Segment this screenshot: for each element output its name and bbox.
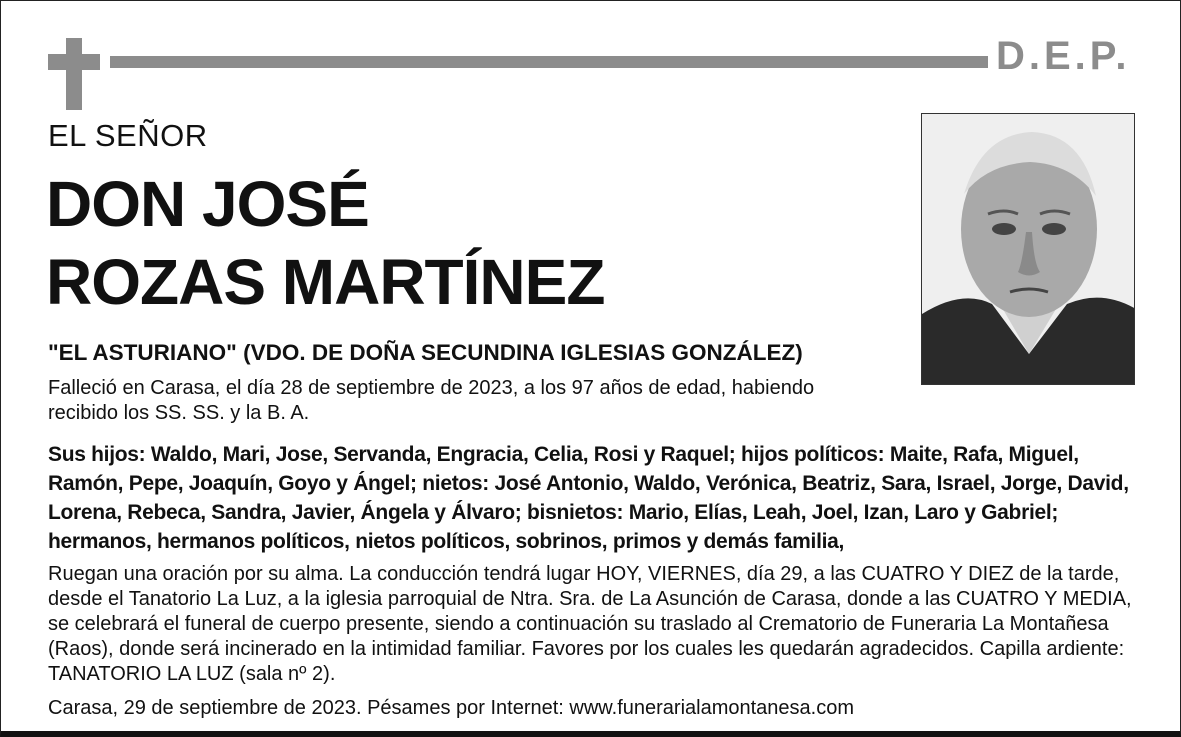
family-list: Sus hijos: Waldo, Mari, Jose, Servanda, Engracia, Celia, Rosi y Raquel; hijos políticos: Maite, Rafa, Miguel, Ramón, Pepe, Joaquín, Goyo y Ángel; nietos: José Antonio, Waldo, Verónica, Beatriz, Sara, Israel, Jorge, David, Lorena, Rebeca, Sandra, Javier, Ángela y Álvaro; bisnietos: Mario, Elías, Leah, Joel, Izan, Laro y Gabriel; hermanos, hermanos políticos, nietos políticos, sobrinos, primos y demás familia,	[48, 443, 1129, 553]
deceased-name-line2: ROZAS MARTÍNEZ	[46, 246, 605, 318]
title: EL SEÑOR	[48, 118, 208, 153]
cross-icon-bar	[48, 54, 100, 70]
header-rule	[110, 56, 988, 68]
dep-label: D.E.P.	[996, 34, 1131, 78]
ceremony-details: Ruegan una oración por su alma. La conducción tendrá lugar HOY, VIERNES, día 29, a las CUATRO Y DIEZ de la tarde, desde el Tanatorio La Luz, a la iglesia parroquial de Ntra. Sra. de La Asunción de Carasa, donde a las CUATRO Y MEDIA, se celebrará el funeral de cuerpo presente, siendo a continuación su traslado al Crematorio de Funeraria La Montañesa (Raos), donde será incinerado en la intimidad familiar. Favores por los cuales les quedarán agradecidos. Capilla ardiente: TANATORIO LA LUZ (sala nº 2).	[48, 563, 1132, 685]
cross-icon	[66, 38, 82, 110]
portrait-icon	[922, 114, 1135, 385]
deceased-name-line1: DON JOSÉ	[46, 168, 369, 240]
death-notice: Falleció en Carasa, el día 28 de septiembre de 2023, a los 97 años de edad, habiendo recibido los SS. SS. y la B. A.	[48, 377, 815, 424]
footer-note: Carasa, 29 de septiembre de 2023. Pésames por Internet: www.funerarialamontanesa.com	[48, 697, 854, 719]
alias: "EL ASTURIANO" (VDO. DE DOÑA SECUNDINA IGLESIAS GONZÁLEZ)	[48, 340, 803, 365]
portrait-photo	[921, 113, 1135, 385]
